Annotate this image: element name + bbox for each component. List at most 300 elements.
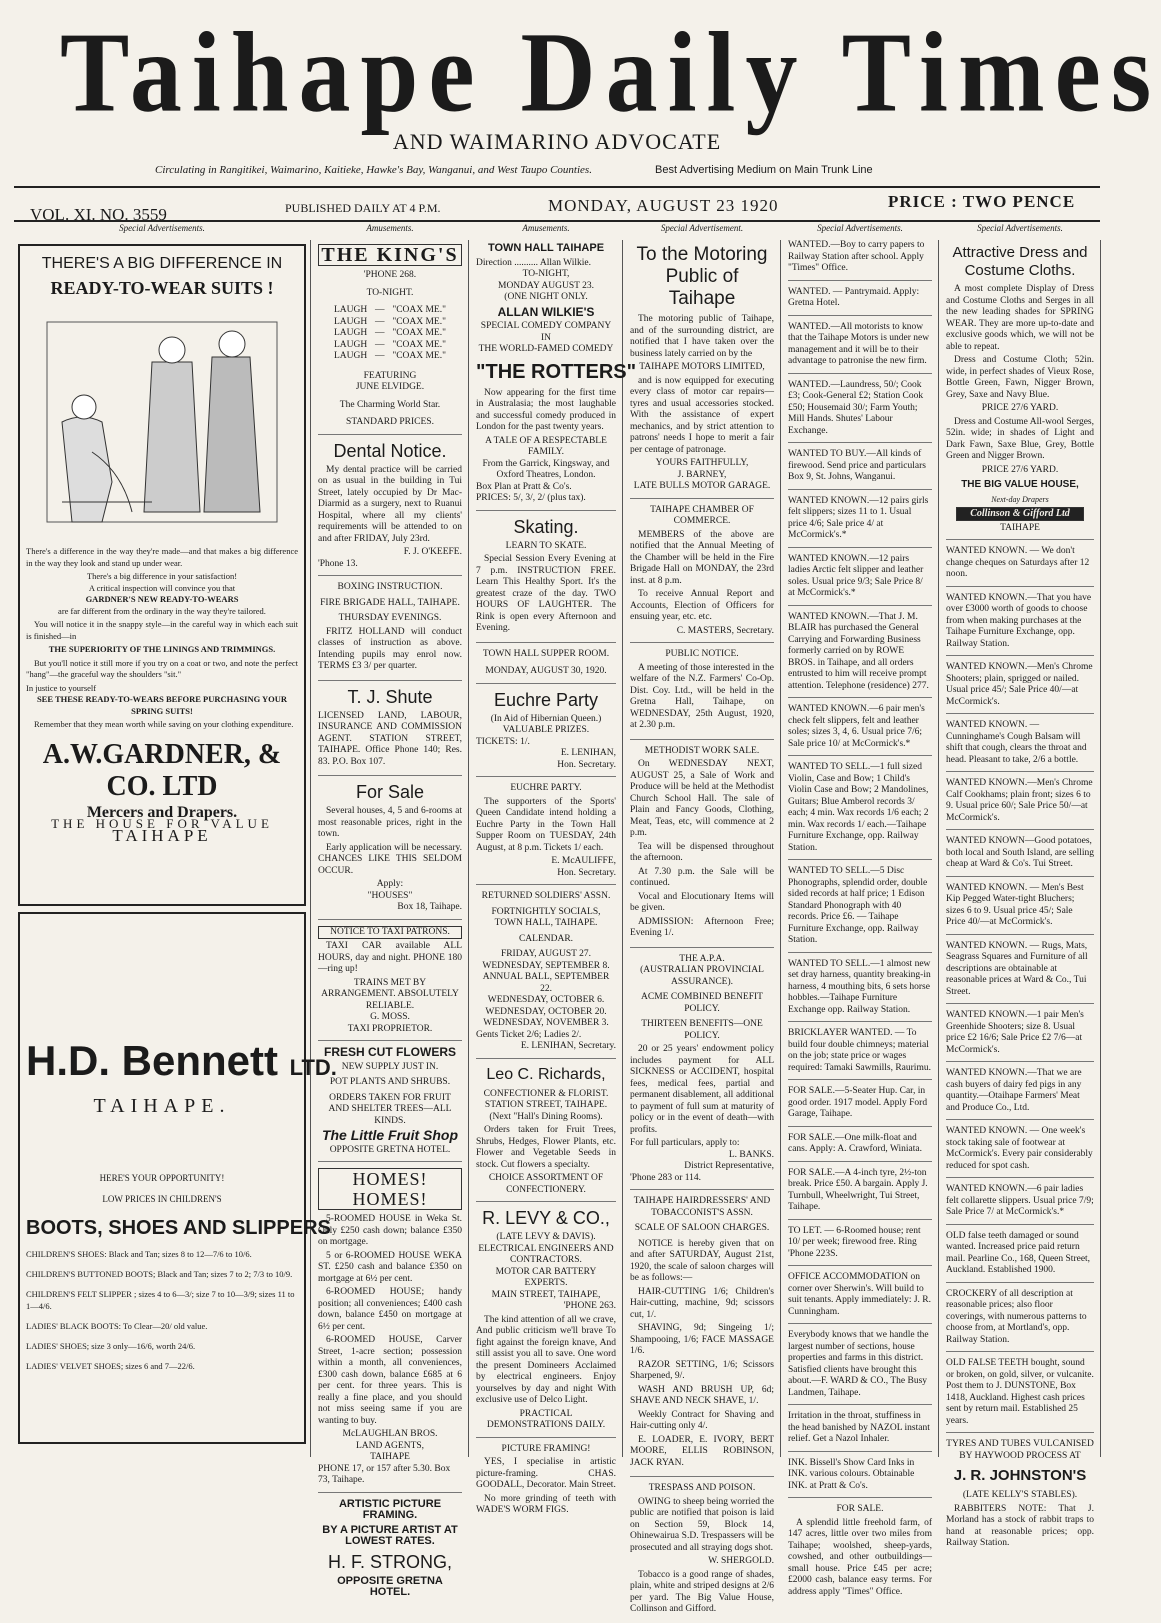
gardner-headline: THERE'S A BIG DIFFERENCE IN [41, 255, 283, 272]
bennett-town: TAIHAPE. [93, 1095, 231, 1117]
volume-number: VOL. XI. NO. 3559 [30, 205, 167, 224]
tobacco-note: Tobacco is a good range of shades, plain, white and striped designs at 2/6 per yard. The Big Value House, Collinson and Gifford. [630, 1569, 774, 1614]
coax-me: "COAX ME." [392, 328, 446, 338]
gardner-subheadline: READY-TO-WEAR SUITS ! [50, 278, 274, 298]
trespass-title: TRESPASS AND POISON. [648, 1483, 756, 1493]
gardner-body: But you'll notice it still more if you try on a coat or two, and note the perfect "hang"—the graceful way the shoulders "sit." [26, 657, 298, 679]
gardner-body: A critical inspection will convince you that [88, 582, 236, 593]
rsa-date: WEDNESDAY, NOVEMBER 3. [483, 1018, 609, 1028]
town-hall-one-night: (ONE NIGHT ONLY. [504, 292, 588, 302]
masthead-rule [14, 186, 1100, 188]
bennett-price-item: CHILDREN'S BUTTONED BOOTS; Black and Tan; sizes 7 to 2; 7/3 to 10/9. [26, 1268, 293, 1279]
kings-laugh-line [318, 317, 462, 329]
rsa-fortnightly: FORTNIGHTLY SOCIALS, [491, 906, 601, 917]
town-hall-tale: A TALE OF A RESPECTABLE FAMILY. [485, 435, 607, 457]
euchre-party-2-ad [476, 783, 616, 885]
dress-town: TAIHAPE [1000, 522, 1040, 533]
kings-theatre-ad [318, 244, 462, 435]
kings-title: THE KING'S [318, 244, 462, 266]
apa-phone: 'Phone 283 or 114. [630, 1172, 702, 1183]
column-4 [624, 240, 781, 1614]
chamber-signature: C. MASTERS, Secretary. [676, 625, 774, 636]
taxi-name: G. MOSS. [370, 1012, 410, 1022]
laugh-word: LAUGH [334, 328, 368, 338]
homes-item: 5 or 6-ROOMED HOUSE WEKA ST. £250 cash and balance £350 on mortgage at 6½ per cent. [318, 1250, 462, 1284]
kings-tonight: TO-NIGHT. [366, 287, 414, 298]
framing-title: PICTURE FRAMING! [501, 1443, 591, 1454]
town-hall-director: Direction .......... Allan Wilkie. [476, 257, 592, 268]
town-hall-company: SPECIAL COMEDY COMPANY [480, 321, 612, 331]
town-hall-from: From the Garrick, Kingsway, and Oxford Theatres, London. [482, 458, 610, 480]
column-head: Special Advertisements. [119, 223, 205, 233]
gardner-body: In justice to yourself [26, 682, 97, 693]
dental-body: My dental practice will be carried on as usual in the building in Tui Street, lately occupied by Dr Mac-Diarmid as a surgery, next to Ruanui Hospital, where all my clients' requirements will be attended to on and after FRIDAY, July 23rd. [318, 464, 462, 544]
richards-title: Leo C. Richards, [486, 1065, 606, 1083]
trespass-ad [630, 1483, 774, 1623]
for-sale-body: Early application will be necessary. CHANCES LIKE THIS SELDOM OCCUR. [318, 842, 462, 876]
homes-item: 6-ROOMED HOUSE, Carver Street, 1-acre section; possession within a month, all conveniences, £300 cash down, balance £685 at 6 per cent. for three years. This is really a fine place, and you should not miss seeing same if you are wanting to buy. [318, 1335, 462, 1426]
motoring-body: The motoring public of Taihape, and of the surrounding district, are notified that I have taken over the business lately carried on by the [630, 314, 774, 359]
levy-motor: MOTOR CAR BATTERY EXPERTS. [495, 1266, 597, 1288]
town-hall-date: MONDAY AUGUST 23. [498, 280, 594, 291]
gardner-motto: THE HOUSE FOR VALUE [51, 816, 273, 831]
classified-item: WANTED KNOWN. — Cunninghame's Cough Balsam will shift that cough, clears the throat and head. Pleasant to take, 2/6 a bottle. [946, 720, 1094, 772]
fruit-shop-location: OPPOSITE GRETNA HOTEL. [329, 1144, 451, 1155]
hairdressers-body: NOTICE is hereby given that on and after SATURDAY, August 21st, 1920, the scale of saloon charges will be as follows:— [630, 1238, 774, 1283]
homes-item: 5-ROOMED HOUSE in Weka St. Only £250 cash down; balance £350 on mortgage. [318, 1214, 462, 1247]
classified-item: WANTED.—All motorists to know that the Taihape Motors is under new management and it will be to their advantage to patronise the new firm. [788, 322, 932, 374]
gardner-body: GARDNER'S NEW READY-TO-WEARS [85, 594, 239, 604]
classified-item: WANTED KNOWN.—12 pairs girls felt slippers; sizes 11 to 1. Usual price 4/6; Sale price 4/ at McCormick's.* [788, 496, 932, 548]
for-sale-box: Box 18, Taihape. [397, 902, 462, 912]
laugh-dash: — [375, 339, 385, 350]
dress-body: Dress and Costume Cloth; 52in. wide, in perfect shades of Vieux Rose, Bottle Green, Fawn, Nigger Brown, Grey, Saxe and Navy Blue. [946, 355, 1094, 400]
laugh-dash: — [375, 351, 385, 361]
column-head: Amusements. [366, 223, 414, 233]
public-notice-body: A meeting of those interested in the welfare of the N.Z. Farmers' Co-Op. Dist. Coy. Ltd., will be held in the Gretna Hall, Taihape, on WEDNESDAY, 25th August, 1920, at 2.30 p.m. [630, 662, 774, 730]
shute-ad [318, 687, 462, 777]
town-hall-famed: THE WORLD-FAMED COMEDY [478, 344, 614, 354]
kings-laugh-line [318, 351, 462, 363]
apa-rep: District Representative, [684, 1161, 774, 1171]
classified-item: WANTED TO SELL.—5 Disc Phonographs, splendid order, double sided records at half price; 1 Edison Standard Phonograph with 40 records. Price £6. — Taihape Furniture Exchange, opp. Railway Station. [788, 866, 932, 953]
classified-item: WANTED KNOWN.—Men's Chrome Shooters; plain, sprigged or nailed. Usual price 45/; Sale Price 40/—at McCormick's. [946, 662, 1094, 714]
classified-item: WANTED KNOWN.—Men's Chrome Calf Cookhams; plain front; sizes 6 to 9. Usual price 60/; Sale Price 50/—at McCormick's. [946, 778, 1094, 830]
apa-body: 20 or 25 years' endowment policy includes payment for ALL SICKNESS or ACCIDENT, hospital fees, medical fees, partial and permanent disablement, all additional to payment of full sum at maturity of policy or in the event of death—with profits. [630, 1044, 774, 1135]
strong-line: BY A PICTURE ARTIST AT LOWEST RATES. [322, 1523, 458, 1547]
euchre-signature: E. LENIHAN, [560, 748, 616, 758]
levy-body: The kind attention of all we crave, And public criticism we'll brave To fight against the foreign knave, And still assist you all to save. One word the present Domineers Acclaimed by electrical engineers. Enjoy yourselves by day and night With exclusive use of Delco Light. [476, 1314, 616, 1405]
hairdressers-item: HAIR-CUTTING 1/6; Children's Hair-cutting, machine, 9d; scissors cut, 1/. [630, 1286, 774, 1320]
kings-phone: 'PHONE 268. [363, 270, 417, 280]
gardner-name: A.W.GARDNER, & CO. LTD [42, 738, 282, 802]
rsa-ad [476, 891, 616, 1059]
strong-name: H. F. STRONG, [327, 1551, 452, 1572]
dress-body: Dress and Costume All-wool Serges, 52in. wide; in shades of Light and Dark Fawn, Saxe Blue, Grey, Bottle Green and Nigger Brown. [946, 416, 1094, 461]
column-2 [312, 240, 469, 1598]
best-medium-line: Best Advertising Medium on Main Trunk Line [655, 164, 873, 176]
big-value-house: THE BIG VALUE HOUSE, [961, 479, 1079, 490]
hairdressers-title: TAIHAPE HAIRDRESSERS' AND TOBACCONIST'S ASSN. [633, 1196, 771, 1218]
rsa-hall: TOWN HALL, TAIHAPE. [494, 918, 598, 928]
framing-ad [476, 1444, 616, 1524]
levy-ad [476, 1208, 616, 1438]
classified-item: WANTED KNOWN. — Men's Best Kip Pegged Water-tight Bluchers; sizes 6 to 9. Usual price 45/; Sale Price 40/—at McCormick's. [946, 883, 1094, 935]
apa-ad [630, 954, 774, 1191]
dental-notice [318, 441, 462, 577]
strong-location: OPPOSITE GRETNA HOTEL. [337, 1574, 443, 1598]
bennett-low-prices: LOW PRICES IN CHILDREN'S [102, 1194, 222, 1204]
hairdressers-names: E. LOADER, E. IVORY, BERT MOORE, ELLIS ROBINSON, JACK RYAN. [630, 1434, 774, 1468]
issue-price: PRICE : TWO PENCE [888, 192, 1076, 211]
classified-item: WANTED KNOWN.—That you have over £3000 worth of goods to choose from when making purchases at the Taihape Furniture Exchange, opp. Railway Station. [946, 593, 1094, 657]
classified-item: WANTED TO BUY.—All kinds of firewood. Send price and particulars Box 9, St. Johns, Wanganui. [788, 449, 932, 490]
motoring-name: J. BARNEY, [677, 469, 727, 480]
town-hall-in: IN [540, 332, 552, 343]
supper-room-ad [476, 649, 616, 684]
classified-item: WANTED KNOWN.—That J. M. BLAIR has purchased the General Carrying and Forwarding Business formerly carried on by ROWE BROS. in Taihape, and all orders entrusted to him will receive prompt attention. Telephone (residence) 277. [788, 612, 932, 699]
motoring-late: LATE BULLS MOTOR GARAGE. [633, 481, 771, 491]
column-3 [470, 240, 637, 1515]
laugh-word: LAUGH [334, 305, 368, 315]
richards-sub: CONFECTIONER & FLORIST. STATION STREET, TAIHAPE. (Next "Hall's Dining Rooms). [483, 1088, 609, 1122]
tyres-title: TYRES AND TUBES VULCANISED BY HAYWOOD PROCESS AT [946, 1439, 1094, 1461]
motoring-ad [630, 244, 774, 499]
flowers-pot: POT PLANTS AND SHRUBS. [329, 1077, 451, 1087]
boxing-ad [318, 582, 462, 681]
kings-charming: The Charming World Star. [339, 399, 441, 410]
skating-learn: LEARN TO SKATE. [505, 540, 587, 551]
newspaper-title: Taihape Daily Times [60, 9, 1161, 136]
classified-item: WANTED.—Boy to carry papers to Railway Station after school. Apply "Times" Office. [788, 240, 932, 281]
homes-agent: LAND AGENTS, [355, 1440, 425, 1451]
column-6 [940, 240, 1101, 1548]
gardner-body: are far different from the ordinary in the way they're tailored. [58, 605, 266, 616]
bennett-advertisement [18, 912, 337, 1444]
classified-item: WANTED KNOWN. — We don't change cheques on Saturdays after 12 noon. [946, 546, 1094, 587]
collinson-gifford-logo: Collinson & Gifford Ltd [956, 507, 1084, 521]
methodist-ad [630, 746, 774, 948]
bennett-price-item: CHILDREN'S FELT SLIPPER ; sizes 4 to 6—3/; size 7 to 10—3/9; sizes 11 to 1—4/6. [26, 1288, 295, 1311]
rsa-calendar: CALENDAR. [518, 933, 574, 944]
classified-item: BRICKLAYER WANTED. — To build four double chimneys; material on the job; state price or wages required: Tamaki Sawmills, Raurimu. [788, 1028, 932, 1080]
dress-cloths-ad [946, 244, 1094, 540]
rsa-date: WEDNESDAY, OCTOBER 20. [485, 1006, 607, 1017]
bennett-price-item: LADIES' SHOES; size 3 only—16/6, worth 24/6. [26, 1340, 196, 1351]
town-hall-company: ALLAN WILKIE'S [497, 304, 595, 319]
euchre-sub: (In Aid of Hibernian Queen.) [490, 713, 602, 724]
town-hall-tonight: TO-NIGHT, [522, 269, 570, 279]
johnston-tyres-ad [946, 1439, 1094, 1557]
boxing-place: FIRE BRIGADE HALL, TAIHAPE. [320, 597, 460, 608]
gardner-body: Remember that they mean worth while saving on your clothing expenditure. [34, 719, 294, 729]
rsa-signature: E. LENIHAN, Secretary. [520, 1041, 616, 1051]
hairdressers-ad [630, 1196, 774, 1477]
laugh-dash: — [375, 316, 385, 327]
methodist-body: On WEDNESDAY NEXT, AUGUST 25, a Sale of Work and Produce will be held at the Methodist Church School Hall. The sale of Plain and Fancy Goods, Clothing, Meat, Teas, etc, will commence at 2 p.m. [630, 759, 774, 838]
town-hall-ad [476, 242, 637, 511]
classified-item: CROCKERY of all description at reasonable prices; also floor coverings, with numerous patterns to choose from, at Mortland's, opp. Railway Station. [946, 1289, 1094, 1353]
column-head: Special Advertisements. [817, 223, 903, 233]
euchre-party-ad [476, 690, 616, 778]
bennett-name: H.D. Bennett [26, 1037, 278, 1084]
column-head: Amusements. [522, 223, 570, 233]
public-notice-title: PUBLIC NOTICE. [665, 649, 739, 659]
dental-phone: 'Phone 13. [318, 558, 358, 569]
bennett-ltd: LTD. [289, 1055, 337, 1080]
public-notice-ad [630, 649, 774, 740]
hairdressers-scale: SCALE OF SALOON CHARGES. [634, 1223, 770, 1233]
strong-line: ARTISTIC PICTURE FRAMING. [338, 1497, 442, 1521]
classified-item: WANTED TO SELL.—1 full sized Violin, Case and Bow; 1 Child's Violin Case and Bow; 2 Mandolines, Guitars; Blue Amberol records 3/ each; 4 min. Wax records 1/6 each; 2 min. Wax records 1/ each.—Taihape Furniture Exchange, opp. Railway Station. [788, 762, 932, 860]
rsa-date: WEDNESDAY, SEPTEMBER 8. [482, 960, 610, 971]
gardner-town: TAIHAPE [112, 825, 212, 845]
skating-body: Special Session Every Evening at 7 p.m. INSTRUCTION FREE. Learn This Healthy Sport. It's the greatest craze of the day. TWO HOURS OF LAUGHTER. The Rink is open every Afternoon and Evening. [476, 554, 616, 633]
homes-phone: PHONE 17, or 157 after 5.30. Box 73, Taihape. [318, 1463, 451, 1485]
euchre2-title: EUCHRE PARTY. [510, 783, 582, 793]
dental-signature: F. J. O'KEEFE. [403, 547, 462, 557]
methodist-body: ADMISSION: Afternoon Free; Evening 1/. [630, 916, 774, 938]
euchre-role: Hon. Secretary. [557, 759, 616, 770]
euchre2-signature: E. McAULIFFE, [551, 856, 616, 866]
methodist-title: METHODIST WORK SALE. [644, 745, 760, 756]
coax-me: "COAX ME." [392, 351, 446, 361]
classified-item: FOR SALE.—One milk-float and cans. Apply: A. Crawford, Winiata. [788, 1133, 932, 1162]
town-hall-prices: PRICES: 5/, 3/, 2/ (plus tax). [476, 493, 586, 503]
classified-item: WANTED KNOWN—Good potatoes, both local and South Island, are selling cheap at Ward & Co's. Tui Street. [946, 836, 1094, 877]
bennett-opportunity: HERE'S YOUR OPPORTUNITY! [99, 1172, 225, 1183]
for-sale-body: Several houses, 4, 5 and 6-rooms at most reasonable prices, right in the town. [318, 806, 462, 839]
classified-item: WANTED.—Laundress, 50/; Cook £3; Cook-General £2; Station Cook £50; Housemaid 30/; Farm Youth; Mill Hands. Shutes' Labour Exchange. [788, 380, 932, 444]
classified-item: OLD false teeth damaged or sound wanted. Increased price paid return mail. Pearline Co., 168, Queen Street, Auckland. Established 1900. [946, 1231, 1094, 1283]
wade-worm-figs: No more grinding of teeth with WADE'S WORM FIGS. [476, 1493, 616, 1515]
boxing-body: FRITZ HOLLAND will conduct classes of instruction as above. Intending pupils may enrol now. TERMS £3 3/ per quarter. [318, 626, 462, 671]
flowers-orders: ORDERS TAKEN FOR FRUIT AND SHELTER TREES—ALL KINDS. [328, 1092, 452, 1126]
johnston-name: J. R. JOHNSTON'S [953, 1467, 1087, 1484]
classified-item: WANTED KNOWN. — One week's stock taking sale of footwear at McCormick's. Every pair considerably reduced for spot cash. [946, 1126, 1094, 1178]
homes-title: HOMES! HOMES! [318, 1168, 462, 1210]
bennett-price-item: LADIES' BLACK BOOTS: To Clear—20/ old value. [26, 1320, 208, 1331]
flowers-sub: NEW SUPPLY JUST IN. [341, 1061, 439, 1072]
classified-item: WANTED KNOWN.—6 pair ladies felt collarette slippers. Usual price 7/9; Sale Price 7/ at McCormick's.* [946, 1184, 1094, 1225]
motoring-body: and is now equipped for executing every class of motor car repairs—tyres and usual accessories stocked. With the assistance of expert mechanics, and by strict attention to patrons' needs I hope to merit a fair per centage of patronage. [630, 375, 774, 455]
coax-me: "COAX ME." [392, 305, 446, 315]
taxi-ad [318, 926, 462, 1042]
farm-for-sale-title: FOR SALE. [836, 1504, 884, 1514]
classified-item: Irritation in the throat, stuffiness in the head banished by NAZOL instant relief. Get a Nazol Inhaler. [788, 1411, 932, 1452]
classified-item: WANTED KNOWN.—That we are cash buyers of dairy fed pigs in any quantity.—Otaihape Farmers' Meat and Produce Co., Ltd. [946, 1068, 1094, 1120]
laugh-word: LAUGH [334, 339, 368, 350]
town-hall-play: "THE ROTTERS" [476, 360, 637, 383]
euchre-prizes: VALUABLE PRIZES. [502, 725, 590, 735]
classified-item: WANTED KNOWN.—12 pairs ladies Arctic felt slipper and leather soles. Usual price 9/3; Sale Price 8/ at McCormick's.* [788, 554, 932, 606]
newspaper-subtitle: AND WAIMARINO ADVOCATE [392, 129, 722, 154]
coax-me: "COAX ME." [392, 316, 446, 327]
classified-item: OLD FALSE TEETH bought, sound or broken, on gold, silver, or vulcanite. Post them to J. DUNSTONE, Box 1418, Auckland. Highest cash prices sent by return mail. Established 25 years. [946, 1358, 1094, 1433]
taxi-role: TAXI PROPRIETOR. [347, 1023, 433, 1034]
classified-item: WANTED. — Pantrymaid. Apply: Gretna Hotel. [788, 287, 932, 316]
boxing-nights: THURSDAY EVENINGS. [338, 613, 442, 623]
classified-item: Everybody knows that we handle the largest number of sections, house properties and farms in this district. Satisfied clients have brought this about.—F. WARD & CO., The Busy Landmen, Taihape. [788, 1330, 932, 1405]
flowers-title: FRESH CUT FLOWERS [324, 1045, 456, 1059]
apa-name: L. BANKS. [728, 1149, 774, 1160]
fruit-shop-name: The Little Fruit Shop [321, 1127, 459, 1143]
gardner-body: There's a big difference in your satisfaction! [86, 571, 238, 581]
hairdressers-item: WASH AND BRUSH UP, 6d; SHAVE AND NECK SHAVE, 1/. [630, 1384, 774, 1406]
circulation-line: Circulating in Rangitikei, Waimarino, Kaitieke, Hawke's Bay, Wanganui, and West Taupo Counties. [155, 164, 592, 176]
richards-choice: CHOICE ASSORTMENT OF CONFECTIONERY. [488, 1173, 604, 1195]
flowers-ad [318, 1047, 462, 1162]
bennett-name-row [26, 1037, 337, 1091]
taxi-title: NOTICE TO TAXI PATRONS. [318, 926, 462, 940]
kings-laugh-line [318, 328, 462, 340]
classified-item: WANTED KNOWN.—6 pair men's check felt slippers, felt and leather soles; sizes 3, 4, 6. Usual price 7/6; Sale price 10/ at McCormick's.* [788, 704, 932, 756]
laugh-word: LAUGH [334, 316, 368, 327]
levy-phone: 'PHONE 263. [563, 1301, 616, 1311]
bennett-price-list [26, 1248, 298, 1372]
classified-item: WANTED KNOWN. — Rugs, Mats, Seagrass Squares and Furniture of all descriptions are obtainable at reasonable prices at Ward & Co., Tui Street. [946, 941, 1094, 1005]
shute-body: LICENSED LAND, LABOUR, INSURANCE AND COMMISSION AGENT. STATION STREET, TAIHAPE. Office Phone 140; Res. 83. P.O. Box 107. [318, 710, 462, 767]
levy-title: R. LEVY & CO., [482, 1208, 610, 1228]
farm-for-sale-body: A splendid little freehold farm, of 147 acres, little over two miles from Taihape; woolshed, sheep-yards, cowshed, and other outbuildings—small house. Price £45 per acre; £2000 cash, balance easy terms. For address apply "Times" Office. [788, 1517, 932, 1597]
methodist-body: At 7.30 p.m. the Sale will be continued. [630, 866, 774, 888]
classified-item: WANTED TO SELL.—1 almost new set dray harness, quantity breaking-in harness, 4 mouthing bits, 6 sets horse hobbles.—Taihape Furniture Exchange opp. Railway Station. [788, 959, 932, 1023]
framing-body: YES, I specialise in artistic picture-framing. CHAS. GOODALL, Decorator. Main Street. [476, 1457, 616, 1490]
town-hall-title: TOWN HALL TAIHAPE [487, 242, 605, 254]
for-sale-ad [318, 782, 462, 920]
levy-demo: PRACTICAL DEMONSTRATIONS DAILY. [486, 1408, 606, 1430]
rsa-date: WEDNESDAY, OCTOBER 6. [487, 995, 605, 1005]
classified-item: WANTED KNOWN.—1 pair Men's Greenhide Shooters; size 8. Usual price £2 16/6; Sale Price £2 7/6—at McCormick's. [946, 1010, 1094, 1062]
gentlemen-illustration [32, 302, 292, 542]
boxing-title: BOXING INSTRUCTION. [337, 582, 443, 592]
dress-price: PRICE 27/6 YARD. [981, 403, 1059, 413]
skating-ad [476, 517, 616, 643]
laugh-dash: — [375, 328, 385, 338]
euchre2-body: The supporters of the Sports' Queen Candidate intend holding a Euchre Party in the Town Hall Supper Room on TUESDAY, 24th August, at 8 p.m. Tickets 1/ each. [476, 796, 616, 853]
methodist-body: Tea will be dispensed throughout the afternoon. [630, 841, 774, 863]
classified-item: INK. Bissell's Show Card Inks in INK. various colours. Obtainable INK. at Pratt & Co's. [788, 1458, 932, 1499]
kings-laugh-line [318, 305, 462, 317]
levy-sub: (LATE LEVY & DAVIS). [496, 1232, 596, 1242]
rabbiters-note: RABBITERS NOTE: That J. Morland has a stock of rabbit traps to hand at reasonable prices; opp. Railway Station. [946, 1503, 1094, 1548]
hairdressers-item: RAZOR SETTING, 1/6; Scissors Sharpened, 9/. [630, 1359, 774, 1381]
classified-item: FOR SALE.—5-Seater Hup. Car, in good order. 1917 model. Apply Ford Garage, Taihape. [788, 1086, 932, 1127]
euchre-title: Euchre Party [493, 689, 599, 710]
chamber-body: MEMBERS of the above are notified that the Annual Meeting of the Chamber will be held in the Fire Brigade Hall on MONDAY, the 23rd inst. at 8 p.m. [630, 529, 774, 586]
masthead [0, 0, 1161, 238]
classified-item: TO LET. — 6-Roomed house; rent 10/ per week; firewood free. Ring 'Phone 223S. [788, 1226, 932, 1267]
bennett-price-item: CHILDREN'S SHOES: Black and Tan; sizes 8 to 12—7/6 to 10/6. [26, 1248, 252, 1259]
homes-agent: McLAUGHLAN BROS. [342, 1429, 438, 1439]
skating-title: Skating. [513, 516, 579, 537]
euchre-tickets: TICKETS: 1/. [476, 736, 530, 747]
dental-title: Dental Notice. [333, 440, 447, 461]
column-1 [14, 240, 337, 1457]
homes-item: 6-ROOMED HOUSE; handy position; all conveniences; £400 cash down, balance £450 on mortgage at 6½ per cent. [318, 1287, 462, 1332]
kings-star: JUNE ELVIDGE. [355, 382, 425, 392]
rsa-title: RETURNED SOLDIERS' ASSN. [481, 891, 611, 901]
homes-town: TAIHAPE [370, 1452, 410, 1462]
apa-apply: For full particulars, apply to: [630, 1138, 740, 1148]
classified-item: OFFICE ACCOMMODATION on corner over Sherwin's. Will build to suit tenants. Apply immediately: J. R. Cunningham. [788, 1272, 932, 1324]
trespass-body: OWING to sheep being worried the public are notified that poison is laid on Section 59, Block 14, Ohinewairua S.D. Trespassers will be prosecuted and all straying dogs shot. [630, 1496, 774, 1553]
rsa-date: ANNUAL BALL, SEPTEMBER 22. [482, 972, 610, 994]
bennett-price-item: LADIES' VELVET SHOES; sizes 6 and 7—22/6. [26, 1360, 195, 1371]
for-sale-title: For Sale [355, 782, 425, 802]
gardner-body: THE SUPERIORITY OF THE LININGS AND TRIMMINGS. [48, 644, 276, 654]
dress-title: Attractive Dress and Costume Cloths. [952, 244, 1088, 279]
for-sale-houses: "HOUSES" [367, 890, 413, 901]
chamber-body: To receive Annual Report and Accounts, Election of Officers for ensuing year, etc. etc. [630, 589, 774, 622]
laugh-dash: — [375, 305, 385, 315]
gardner-body: You will notice it in the snappy style—in the careful way in which each suit is finished—in [26, 619, 298, 641]
column-5 [782, 240, 939, 1597]
farm-for-sale-ad [788, 1504, 932, 1605]
gardner-body: SEE THESE READY-TO-WEARS BEFORE PURCHASING YOUR SPRING SUITS! [36, 694, 288, 716]
rsa-gents: Gents Ticket 2/6; Ladies 2/. [476, 1029, 582, 1040]
chamber-title: TAIHAPE CHAMBER OF COMMERCE. [650, 504, 754, 526]
town-hall-box: Box Plan at Pratt & Co's. [476, 481, 572, 492]
laugh-word: LAUGH [334, 351, 368, 361]
hairdressers-item: SHAVING, 9d; Singeing 1/; Shampooing, 1/6; FACE MASSAGE 1/6. [630, 1323, 774, 1356]
apa-title: THE A.P.A. [679, 953, 725, 964]
publication-note: PUBLISHED DAILY AT 4 P.M. [285, 201, 441, 215]
classified-item: FOR SALE.—A 4-inch tyre, 2½-ton break. Price £50. A bargain. Apply J. Turnbull, Wheelwright, Tui Street, Taihape. [788, 1168, 932, 1220]
homes-ad [318, 1168, 462, 1493]
dateline-rule [14, 220, 1100, 222]
for-sale-apply: Apply: [376, 879, 404, 889]
issue-date: MONDAY, AUGUST 23 1920 [548, 196, 779, 215]
levy-trade: ELECTRICAL ENGINEERS AND CONTRACTORS. [478, 1243, 614, 1265]
dress-body: A most complete Display of Dress and Costume Cloths and Serges in all the new leading shades for SPRING WEAR. They are more up-to-date and exclusive goods which, we will not be able to repeat. [946, 284, 1094, 352]
richards-ad [476, 1065, 616, 1203]
richards-body: Orders taken for Fruit Trees, Shrubs, Hedges, Flower Plants, etc. Flower and Vegetable Seeds in stock. Cut flowers a specialty. [476, 1125, 616, 1170]
apa-sub: (AUSTRALIAN PROVINCIAL ASSURANCE). [640, 965, 764, 987]
supper-room-date: MONDAY, AUGUST 30, 1920. [485, 666, 607, 676]
kings-laugh-line [318, 340, 462, 352]
kings-featuring: FEATURING [363, 370, 417, 381]
levy-address: MAIN STREET, TAIHAPE, [491, 1289, 601, 1300]
drapers-note: Next-day Drapers [991, 494, 1049, 504]
supper-room-title: TOWN HALL SUPPER ROOM. [482, 648, 610, 659]
motoring-firm: TAIHAPE MOTORS LIMITED, [639, 362, 765, 372]
motoring-yours: YOURS FAITHFULLY, [655, 458, 749, 468]
column-head: Special Advertisement. [660, 223, 744, 233]
coax-me: "COAX ME." [392, 339, 446, 350]
kings-prices: STANDARD PRICES. [346, 417, 434, 427]
bennett-boots-heading: BOOTS, SHOES AND SLIPPERS [26, 1216, 331, 1239]
dress-price: PRICE 27/6 YARD. [981, 464, 1059, 475]
euchre2-role: Hon. Secretary. [557, 867, 616, 878]
chamber-ad [630, 505, 774, 644]
apa-thirteen: THIRTEEN BENEFITS—ONE POLICY. [641, 1019, 763, 1041]
methodist-body: Vocal and Elocutionary Items will be given. [630, 891, 774, 913]
apa-policy: ACME COMBINED BENEFIT POLICY. [641, 992, 763, 1014]
taxi-body: TAXI CAR available ALL HOURS, day and night. PHONE 180—ring up! [318, 941, 462, 974]
rsa-date: FRIDAY, AUGUST 27. [500, 949, 592, 959]
shute-title: T. J. Shute [347, 686, 433, 707]
gardner-body: There's a difference in the way they're made—and that makes a big difference in the way they look and stand up under wear. [26, 546, 298, 568]
trespass-signature: W. SHERGOLD. [708, 1556, 774, 1566]
column-head: Special Advertisements. [977, 223, 1063, 233]
gardner-advertisement [18, 244, 306, 906]
johnston-late: (LATE KELLY'S STABLES). [962, 1490, 1078, 1500]
gardner-trade: Mercers and Drapers. [86, 803, 238, 821]
town-hall-body: Now appearing for the first time in Australasia; the most laughable and successful comedy produced in London for the past twenty years. [476, 387, 616, 432]
motoring-title: To the Motoring Public of Taihape [636, 244, 768, 309]
hairdressers-item: Weekly Contract for Shaving and Hair-cutting only 4/. [630, 1409, 774, 1431]
